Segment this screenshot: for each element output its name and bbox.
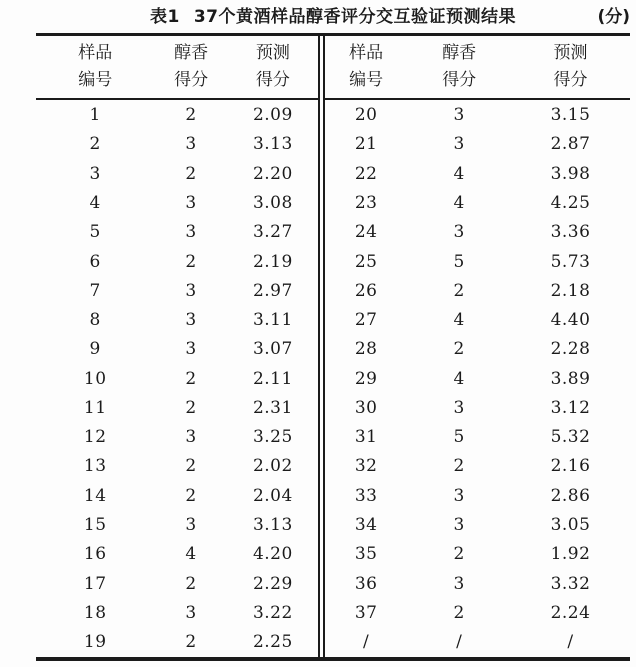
table-cell: 2 <box>185 104 197 125</box>
table-cell: 3 <box>453 485 465 506</box>
table-cell: 35 <box>354 544 378 565</box>
table-cell: 4 <box>453 310 465 331</box>
table-cell: 2.86 <box>550 485 591 506</box>
table-cell: 12 <box>83 427 107 448</box>
table-cell: 6 <box>89 251 101 272</box>
table-row <box>325 130 630 159</box>
table-row <box>36 159 318 188</box>
table-cell: 5 <box>453 251 465 272</box>
table-row <box>325 218 630 247</box>
table-row <box>325 423 630 452</box>
left-table-body <box>36 99 318 657</box>
table-cell: 2 <box>89 134 101 155</box>
table-cell: 2.18 <box>550 280 591 301</box>
table-cell: 3.15 <box>550 104 591 125</box>
table-cell: 2.11 <box>252 368 293 389</box>
table-cell: 2 <box>185 485 197 506</box>
table-row <box>325 159 630 188</box>
table-cell: 14 <box>83 485 107 506</box>
table-number: 表1 <box>149 7 180 27</box>
data-table <box>36 33 630 661</box>
table-cell: 2 <box>453 544 465 565</box>
table-cell: 10 <box>83 368 107 389</box>
table-row <box>325 188 630 217</box>
table-cell: 8 <box>89 310 101 331</box>
table-cell: 3.25 <box>252 427 293 448</box>
table-cell: 3.27 <box>252 222 293 243</box>
table-row <box>325 481 630 510</box>
table-cell: 15 <box>83 515 107 536</box>
table-cell: 2.02 <box>252 456 293 477</box>
table-cell: 28 <box>354 339 378 360</box>
header-line: 得分 <box>553 70 588 90</box>
table-row <box>36 569 318 598</box>
table-cell: 3.22 <box>252 602 293 623</box>
table-cell: 3 <box>185 280 197 301</box>
table-cell: 32 <box>354 456 378 477</box>
table-cell: 2.24 <box>550 602 591 623</box>
table-cell: 11 <box>83 397 107 418</box>
table-cell: 29 <box>354 368 378 389</box>
column-header-sample-id <box>36 36 154 99</box>
table-cell: 2 <box>185 368 197 389</box>
header-line: 样品 <box>349 43 384 63</box>
table-cell: 2.09 <box>252 104 293 125</box>
table-cell: 2 <box>453 456 465 477</box>
table-cell: 7 <box>89 280 101 301</box>
table-cell: 13 <box>83 456 107 477</box>
column-header-sample-id <box>325 36 407 99</box>
table-cell: 2.20 <box>252 163 293 184</box>
table-cell: 3 <box>453 397 465 418</box>
left-column-group <box>36 36 318 657</box>
column-header-predicted-score <box>228 36 318 99</box>
table-cell: 3 <box>453 573 465 594</box>
table-row <box>36 130 318 159</box>
table-cell: 2.28 <box>550 339 591 360</box>
table-cell: 2.31 <box>252 397 293 418</box>
table-row <box>325 335 630 364</box>
header-line: 编号 <box>349 70 384 90</box>
table-cell: 4.25 <box>550 192 591 213</box>
table-cell: 1.92 <box>550 544 591 565</box>
table-cell: 4.40 <box>550 310 591 331</box>
table-cell: 2 <box>453 280 465 301</box>
table-row <box>36 305 318 334</box>
table-cell: 2 <box>453 339 465 360</box>
table-cell: 2.16 <box>550 456 591 477</box>
table-cell: 3 <box>185 602 197 623</box>
table-caption <box>36 2 630 32</box>
table-cell: 34 <box>354 515 378 536</box>
right-table <box>325 36 630 657</box>
table-cell: 3 <box>185 192 197 213</box>
table-cell: 3 <box>185 222 197 243</box>
left-table <box>36 36 318 657</box>
table-cell: 3 <box>185 515 197 536</box>
table-cell: 3.89 <box>550 368 591 389</box>
table-cell: 5 <box>453 427 465 448</box>
table-cell: 18 <box>83 602 107 623</box>
table-cell: 30 <box>354 397 378 418</box>
table-row <box>325 598 630 627</box>
header-line: 预测 <box>553 43 588 63</box>
table-cell: 21 <box>354 134 378 155</box>
table-cell: 3 <box>453 134 465 155</box>
table-row <box>325 305 630 334</box>
table-cell: 5.73 <box>550 251 591 272</box>
table-row <box>36 188 318 217</box>
table-cell: 2 <box>185 456 197 477</box>
table-cell: 2 <box>185 573 197 594</box>
table-row <box>36 628 318 657</box>
unit-label: (分) <box>597 7 630 27</box>
column-header-aroma-score <box>407 36 511 99</box>
table-cell: 19 <box>83 632 107 653</box>
table-cell: 4 <box>89 192 101 213</box>
table-cell: 2 <box>185 397 197 418</box>
table-cell: 4 <box>185 544 197 565</box>
table-cell: / <box>567 632 574 653</box>
table-cell: 2 <box>185 632 197 653</box>
table-cell: 3 <box>453 515 465 536</box>
table-row <box>325 276 630 305</box>
table-cell: 2.19 <box>252 251 293 272</box>
table-cell: 2 <box>453 602 465 623</box>
table-cell: 16 <box>83 544 107 565</box>
table-cell: 2.29 <box>252 573 293 594</box>
table-title-text: 37个黄酒样品醇香评分交互验证预测结果 <box>193 7 516 27</box>
table-row <box>325 569 630 598</box>
header-line: 得分 <box>442 70 477 90</box>
table-cell: 9 <box>89 339 101 360</box>
table-row <box>36 423 318 452</box>
table-row <box>36 335 318 364</box>
table-row <box>36 247 318 276</box>
header-line: 得分 <box>255 70 290 90</box>
column-header-predicted-score <box>511 36 630 99</box>
header-row <box>325 36 630 99</box>
table-cell: 5 <box>89 222 101 243</box>
right-column-group <box>325 36 630 657</box>
column-header-aroma-score <box>154 36 227 99</box>
table-row <box>36 99 318 130</box>
table-cell: 4 <box>453 192 465 213</box>
table-cell: 2.04 <box>252 485 293 506</box>
table-cell: 1 <box>89 104 101 125</box>
table-row <box>36 393 318 422</box>
table-cell: 3 <box>185 310 197 331</box>
table-cell: 27 <box>354 310 378 331</box>
table-cell: 3.11 <box>252 310 293 331</box>
table-cell: 36 <box>354 573 378 594</box>
table-cell: 3 <box>185 339 197 360</box>
table-cell: 33 <box>354 485 378 506</box>
table-cell: 3 <box>185 427 197 448</box>
table-row <box>36 481 318 510</box>
table-row <box>36 452 318 481</box>
table-cell: 3.12 <box>550 397 591 418</box>
right-table-body <box>325 99 630 657</box>
table-cell: 3.13 <box>252 134 293 155</box>
table-cell: 3 <box>453 104 465 125</box>
table-cell: 5.32 <box>550 427 591 448</box>
left-table-header <box>36 36 318 99</box>
table-cell: 2.87 <box>550 134 591 155</box>
table-cell: 3.36 <box>550 222 591 243</box>
table-cell: 3 <box>453 222 465 243</box>
table-cell: 3.08 <box>252 192 293 213</box>
table-cell: 3.13 <box>252 515 293 536</box>
table-row <box>325 393 630 422</box>
header-row <box>36 36 318 99</box>
header-line: 醇香 <box>174 43 209 63</box>
table-cell: 2.25 <box>252 632 293 653</box>
table-cell: 3.98 <box>550 163 591 184</box>
table-title <box>36 2 630 32</box>
table-row <box>325 247 630 276</box>
header-line: 样品 <box>78 43 113 63</box>
table-cell: 2 <box>185 251 197 272</box>
table-row <box>325 364 630 393</box>
table-cell: 2.97 <box>252 280 293 301</box>
table-cell: / <box>363 632 370 653</box>
table-cell: 4 <box>453 368 465 389</box>
table-row <box>325 452 630 481</box>
table-row <box>36 598 318 627</box>
table-row <box>36 218 318 247</box>
table-cell: 31 <box>354 427 378 448</box>
table-cell: / <box>456 632 463 653</box>
table-row <box>325 628 630 657</box>
table-cell: 22 <box>354 163 378 184</box>
table-cell: 3.05 <box>550 515 591 536</box>
table-cell: 4.20 <box>252 544 293 565</box>
column-group-divider <box>318 36 325 657</box>
table-cell: 3.32 <box>550 573 591 594</box>
header-line: 编号 <box>78 70 113 90</box>
table-cell: 24 <box>354 222 378 243</box>
table-row <box>36 276 318 305</box>
table-cell: 37 <box>354 602 378 623</box>
table-row <box>36 540 318 569</box>
header-line: 醇香 <box>442 43 477 63</box>
table-cell: 3.07 <box>252 339 293 360</box>
table-cell: 25 <box>354 251 378 272</box>
right-table-header <box>325 36 630 99</box>
table-cell: 4 <box>453 163 465 184</box>
table-row <box>325 540 630 569</box>
table-row <box>325 510 630 539</box>
table-cell: 2 <box>185 163 197 184</box>
table-cell: 26 <box>354 280 378 301</box>
table-cell: 3 <box>89 163 101 184</box>
table-cell: 17 <box>83 573 107 594</box>
table-cell: 23 <box>354 192 378 213</box>
header-line: 预测 <box>255 43 290 63</box>
table-cell: 3 <box>185 134 197 155</box>
header-line: 得分 <box>174 70 209 90</box>
table-row <box>325 99 630 130</box>
table-row <box>36 510 318 539</box>
table-cell: 20 <box>354 104 378 125</box>
table-row <box>36 364 318 393</box>
